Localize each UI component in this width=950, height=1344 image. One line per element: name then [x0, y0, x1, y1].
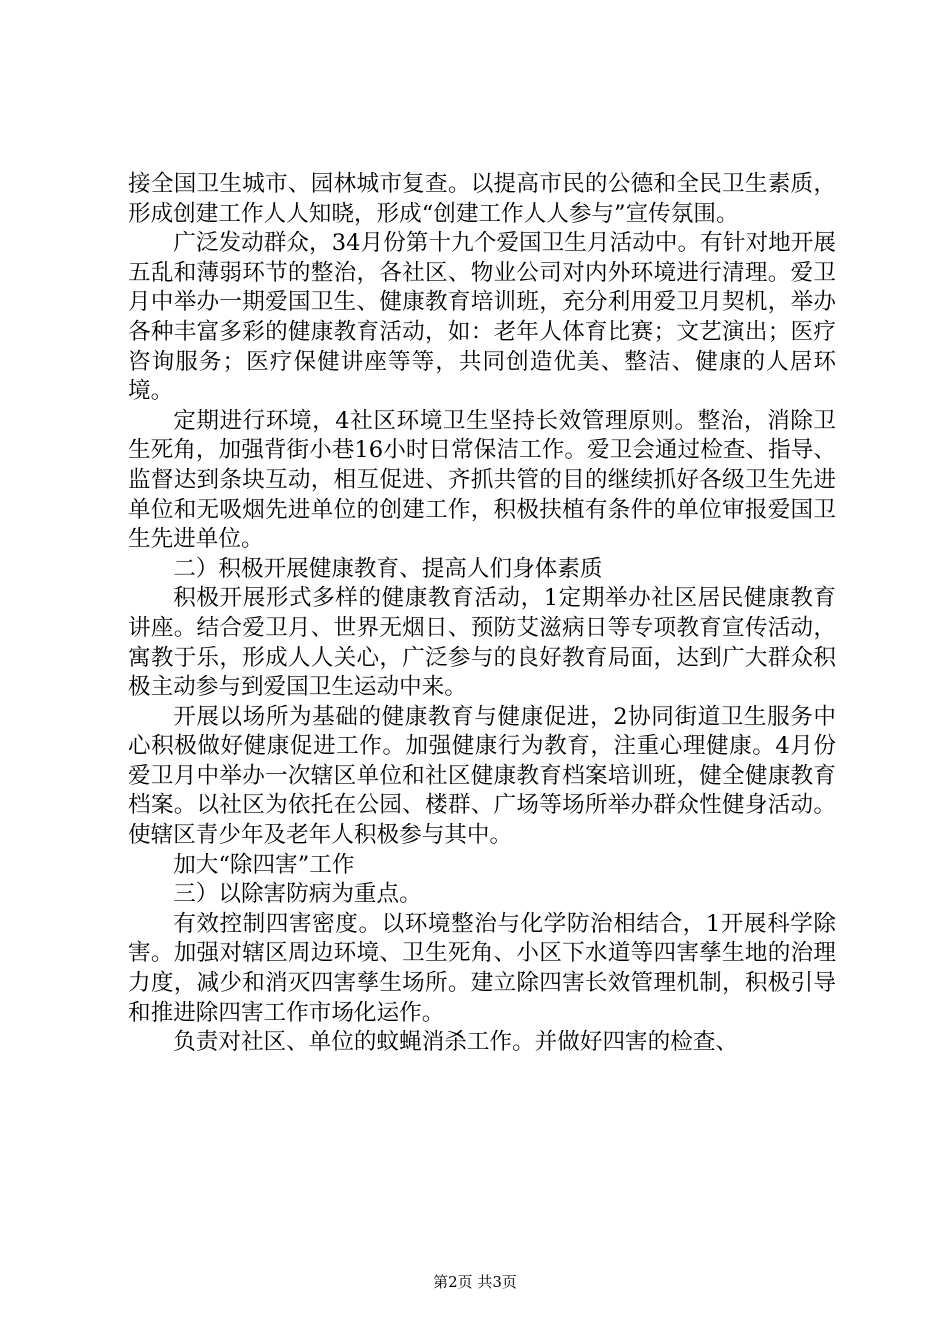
heading-four-pests: 加大“除四害”工作	[173, 851, 355, 878]
paragraph-environment-cleanup: 定期进行环境，4社区环境卫生坚持长效管理原则。整治，消除卫生死角，加强背街小巷16小时日常保洁工作。爱卫会通过检查、指导、监督达到条块互动，相互促进、齐抓共管的目的继续抓好各级卫生先进单位和无吸烟先进单位的创建工作，积极扶植有条件的单位审报爱国卫生先进单位。	[128, 407, 836, 553]
paragraph-health-promotion: 开展以场所为基础的健康教育与健康促进，2协同街道卫生服务中心积极做好健康促进工作。加强健康行为教育，注重心理健康。4月份爱卫月中举办一次辖区单位和社区健康教育档案培训班，健全健康教育档案。以社区为依托在公园、楼群、广场等场所举办群众性健身活动。使辖区青少年及老年人积极参与其中。	[128, 703, 836, 849]
paragraph-mobilize-masses: 广泛发动群众，34月份第十九个爱国卫生月活动中。有针对地开展五乱和薄弱环节的整治，各社区、物业公司对内外环境进行清理。爱卫月中举办一期爱国卫生、健康教育培训班，充分利用爱卫月契机，举办各种丰富多彩的健康教育活动，如：老年人体育比赛；文艺演出；医疗咨询服务；医疗保健讲座等等，共同创造优美、整洁、健康的人居环境。	[128, 230, 836, 405]
section-heading-health-education: 二）积极开展健康教育、提高人们身体素质	[173, 555, 603, 582]
paragraph-continuation: 接全国卫生城市、园林城市复查。以提高市民的公德和全民卫生素质，形成创建工作人人知晓，形成“创建工作人人参与”宣传氛围。	[128, 171, 836, 227]
document-body	[128, 170, 836, 1058]
page-number-footer: 第2页 共3页	[433, 1273, 517, 1291]
section-heading-pest-control: 三）以除害防病为重点。	[173, 881, 422, 908]
paragraph-pest-density: 有效控制四害密度。以环境整治与化学防治相结合，1开展科学除害。加强对辖区周边环境、卫生死角、小区下水道等四害孳生地的治理力度，减少和消灭四害孳生场所。建立除四害长效管理机制，积极引导和推进除四害工作市场化运作。	[128, 910, 836, 1026]
paragraph-mosquito-control: 负责对社区、单位的蚊蝇消杀工作。并做好四害的检查、	[173, 1029, 739, 1056]
paragraph-health-lectures: 积极开展形式多样的健康教育活动，1定期举办社区居民健康教育讲座。结合爱卫月、世界无烟日、预防艾滋病日等专项教育宣传活动，寓教于乐，形成人人关心，广泛参与的良好教育局面，达到广大群众积极主动参与到爱国卫生运动中来。	[128, 585, 836, 701]
